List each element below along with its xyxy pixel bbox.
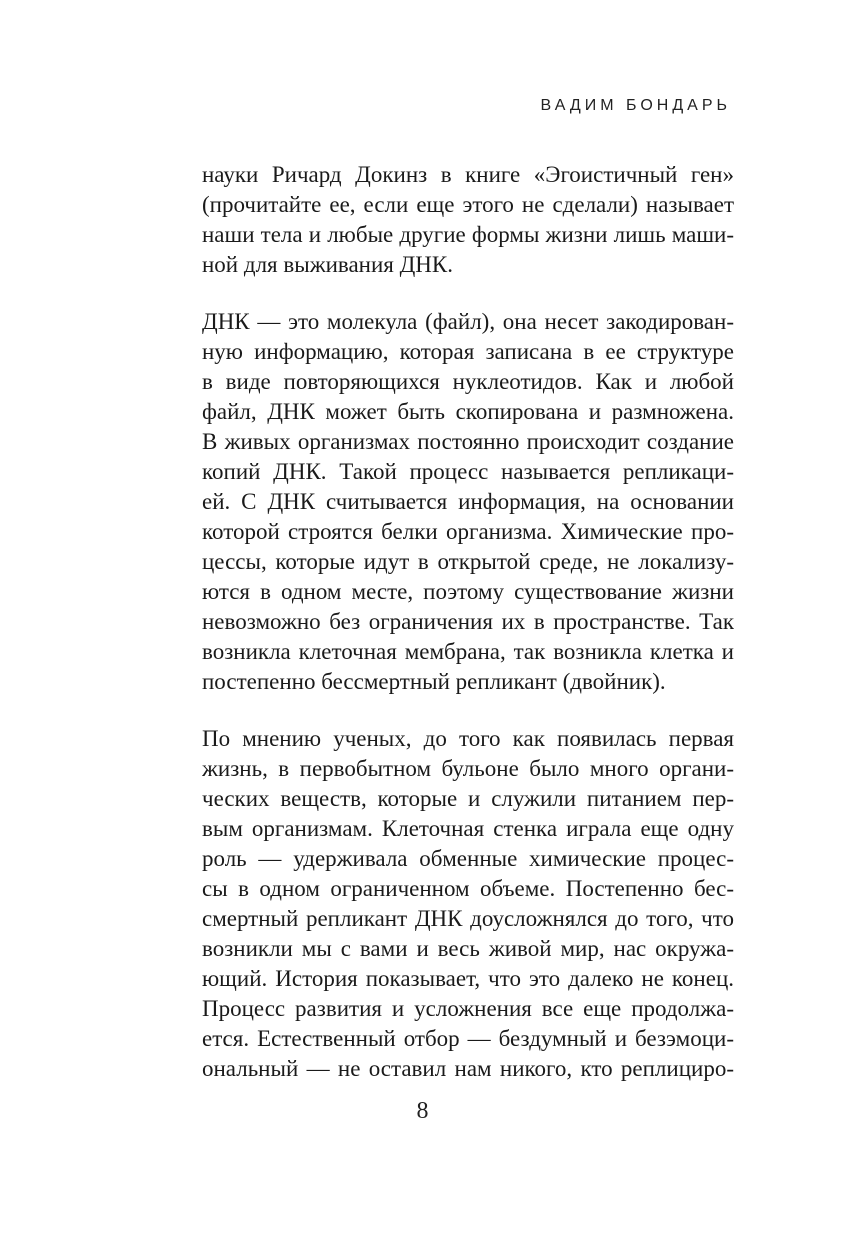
text-line: невозможно без ограничения их в пространстве. Так	[202, 609, 734, 634]
text-line: науки Ричард Докинз в книге «Эгоистичный ген»	[202, 162, 734, 187]
paragraph	[202, 307, 734, 697]
page-number: 8	[416, 1098, 429, 1124]
text-line: роль — удерживала обменные химические процес-	[202, 846, 734, 871]
text-line: Процесс развития и усложнения все еще продолжа-	[202, 996, 734, 1021]
body-text	[202, 160, 734, 1111]
text-line: цессы, которые идут в открытой среде, не локализу-	[202, 549, 734, 574]
text-line: По мнению ученых, до того как появилась первая	[202, 726, 734, 751]
paragraph	[202, 160, 734, 280]
text-line: вым организмам. Клеточная стенка играла еще одну	[202, 816, 734, 841]
text-line: возникли мы с вами и весь живой мир, нас окружа-	[202, 936, 734, 961]
text-line: в виде повторяющихся нуклеотидов. Как и любой	[202, 369, 734, 394]
text-line: смертный репликант ДНК доусложнялся до того, что	[202, 906, 734, 931]
text-line: возникла клеточная мембрана, так возникла клетка и	[202, 639, 734, 664]
text-line: сы в одном ограниченном объеме. Постепенно бес-	[202, 876, 734, 901]
text-line: ной для выживания ДНК.	[202, 252, 453, 277]
text-line: файл, ДНК может быть скопирована и размножена.	[202, 399, 734, 424]
text-line: ется. Естественный отбор — бездумный и безэмоци-	[202, 1026, 734, 1051]
text-line: ческих веществ, которые и служили питанием пер-	[202, 786, 734, 811]
running-head-author: ВАДИМ БОНДАРЬ	[540, 97, 731, 114]
text-line: ную информацию, которая записана в ее структуре	[202, 339, 734, 364]
text-line: постепенно бессмертный репликант (двойник).	[202, 669, 666, 694]
text-line: ей. С ДНК считывается информация, на основании	[202, 489, 734, 514]
text-line: ются в одном месте, поэтому существование жизни	[202, 579, 734, 604]
text-line: жизнь, в первобытном бульоне было много органи-	[202, 756, 734, 781]
text-line: ющий. История показывает, что это далеко не конец.	[202, 966, 734, 991]
paragraph	[202, 724, 734, 1084]
text-line: ДНК — это молекула (файл), она несет закодирован-	[202, 309, 734, 334]
text-line: (прочитайте ее, если еще этого не сделали) называет	[202, 192, 734, 217]
text-line: копий ДНК. Такой процесс называется репликаци-	[202, 459, 734, 484]
text-line: которой строятся белки организма. Химические про-	[202, 519, 734, 544]
text-line: ональный — не оставил нам никого, кто реплициро-	[202, 1056, 734, 1081]
text-line: В живых организмах постоянно происходит создание	[202, 429, 734, 454]
text-line: наши тела и любые другие формы жизни лишь маши-	[202, 222, 734, 247]
